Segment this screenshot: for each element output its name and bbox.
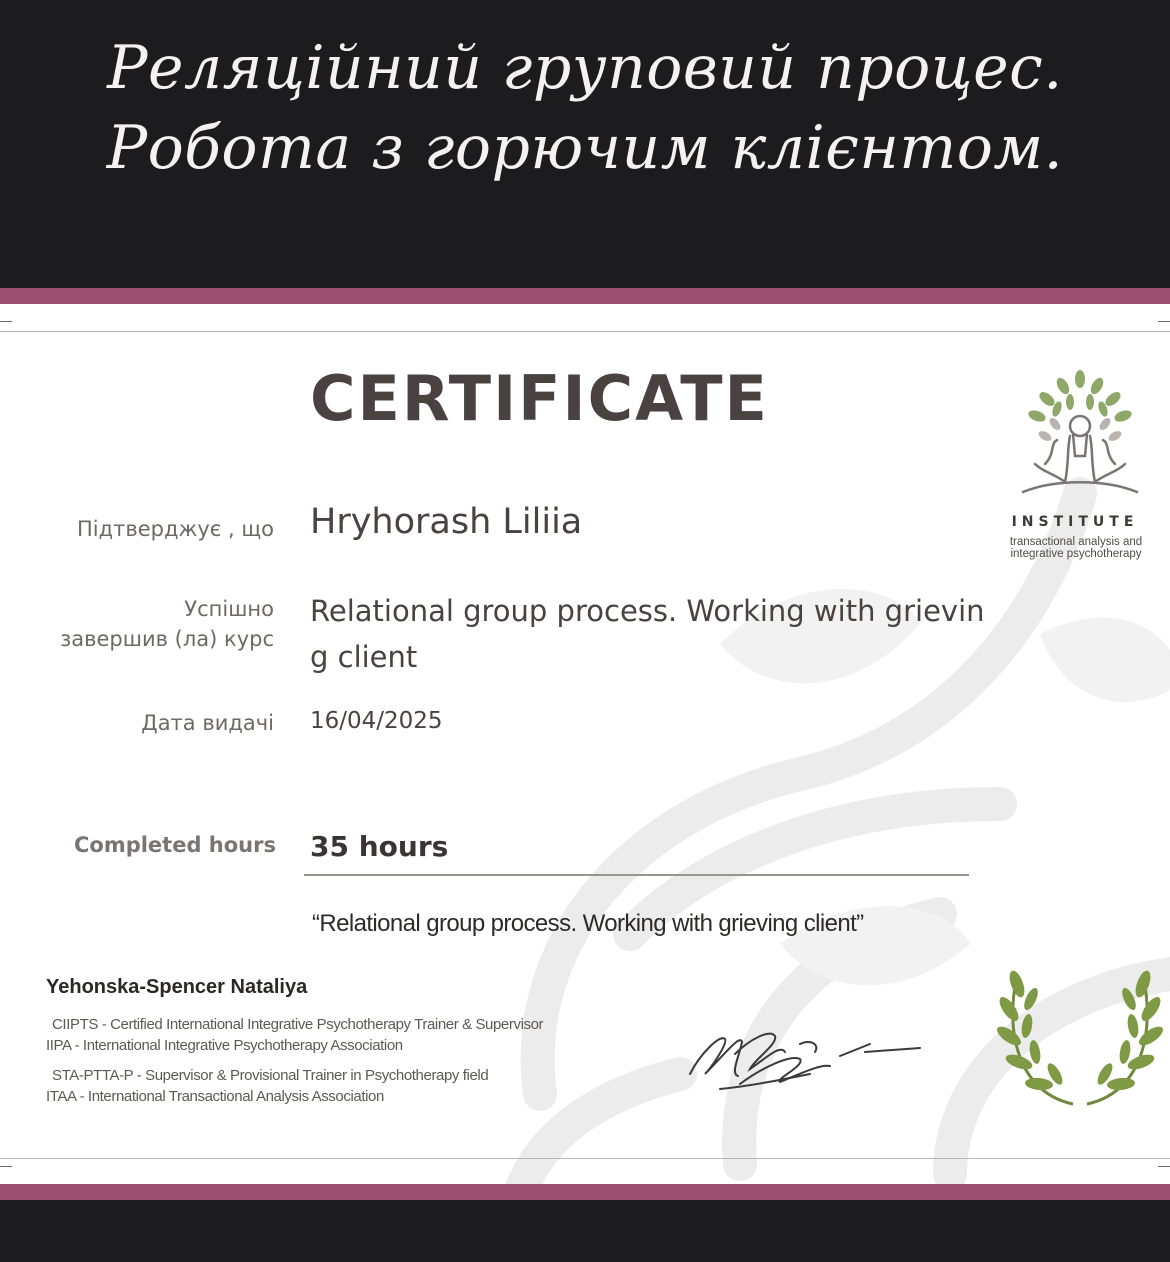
frame-tick (1158, 321, 1170, 322)
credential-line: IIPA - International Integrative Psychotherapy Association (46, 1037, 403, 1054)
hours-label: Completed hours (73, 833, 276, 857)
hours-underline (304, 874, 969, 876)
signer-name: Yehonska-Spencer Nataliya (46, 976, 308, 998)
course-name-line-1: Relational group process. Working with grievin (310, 594, 985, 628)
course-name (310, 588, 1090, 680)
credential-line: CIIPTS - Certified International Integrative Psychotherapy Trainer & Supervisor (52, 1016, 544, 1033)
recipient-name: Hryhorash Liliia (310, 502, 583, 542)
footer-banner (0, 1200, 1170, 1262)
header-title-line-2: Робота з горючим клієнтом. (106, 113, 1064, 183)
frame-tick (0, 1166, 12, 1167)
institute-name: INSTITUTE (1011, 514, 1139, 530)
credential-line: ITAA - International Transactional Analysis Association (46, 1088, 384, 1105)
signature-icon (680, 1014, 930, 1104)
course-label-line-1: Успішно (184, 597, 274, 621)
certificate (0, 304, 1170, 1184)
credential-line: STA-PTTA-P - Supervisor & Provisional Trainer in Psychotherapy field (52, 1067, 489, 1084)
tree-keyhole-logo-icon (1015, 364, 1145, 494)
header-title-line-1: Реляційний груповий процес. (107, 33, 1063, 103)
laurel-wreath-icon (995, 954, 1165, 1114)
frame-line-bottom (0, 1158, 1170, 1159)
certificate-title: CERTIFICATE (310, 362, 769, 435)
institute-subtitle-line-1: transactional analysis and (1009, 536, 1143, 548)
header-title (0, 28, 1170, 188)
frame-tick (0, 321, 12, 322)
frame-tick (1158, 1166, 1170, 1167)
course-quote: “Relational group process. Working with grieving client” (312, 910, 864, 937)
institute-subtitle-line-2: integrative psychotherapy (1010, 548, 1142, 560)
header-banner (0, 0, 1170, 288)
bottom-accent-band (0, 1184, 1170, 1200)
top-accent-band (0, 288, 1170, 304)
course-label (4, 594, 274, 654)
issue-date: 16/04/2025 (310, 708, 443, 734)
hours-value: 35 hours (310, 830, 449, 863)
course-label-line-2: завершив (ла) курс (60, 627, 274, 651)
course-name-line-2: g client (310, 640, 418, 674)
date-label: Дата видачі (141, 711, 274, 735)
institute-subtitle (990, 536, 1162, 560)
frame-line-top (0, 331, 1170, 332)
confirms-label: Підтверджує , що (76, 517, 274, 541)
